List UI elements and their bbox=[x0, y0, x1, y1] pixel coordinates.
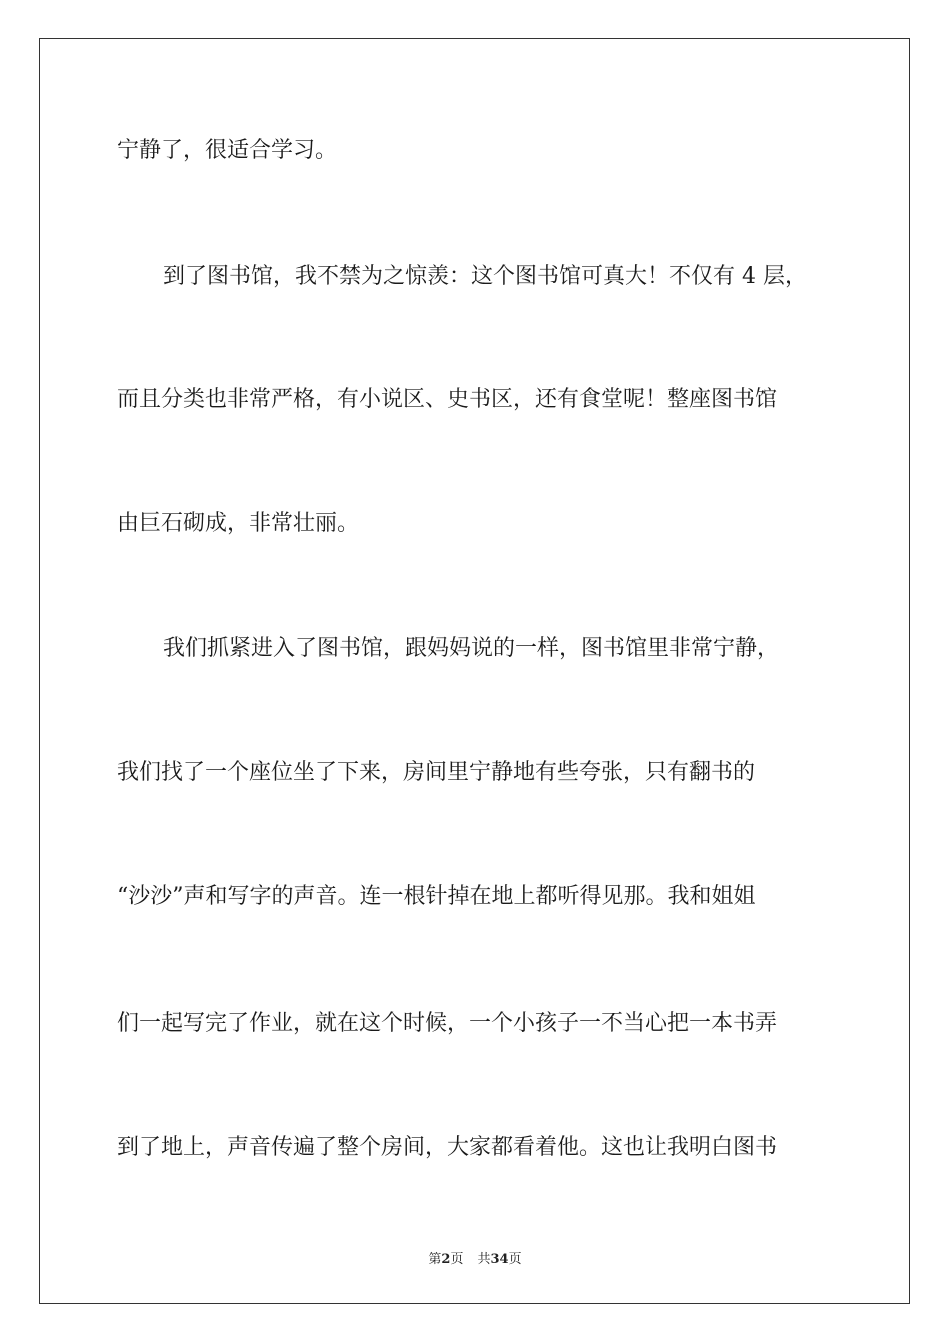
text-line-4: 由巨石砌成，非常壮丽。 bbox=[117, 511, 360, 536]
text-line-7: “沙沙”声和写字的声音。连一根针掉在地上都听得见那。我和姐姐 bbox=[117, 884, 756, 909]
text-line-9: 到了地上，声音传遍了整个房间，大家都看着他。这也让我明白图书 bbox=[117, 1135, 778, 1160]
text-line-6: 我们找了一个座位坐了下来，房间里宁静地有些夸张，只有翻书的 bbox=[117, 760, 756, 785]
footer-page-suffix: 页 bbox=[450, 1252, 464, 1267]
footer-page-prefix: 第 bbox=[428, 1252, 442, 1267]
text-line-1: 宁静了，很适合学习。 bbox=[117, 138, 338, 163]
footer-total-suffix: 页 bbox=[508, 1252, 522, 1267]
text-line-3: 而且分类也非常严格，有小说区、史书区，还有食堂呢！整座图书馆 bbox=[117, 387, 778, 412]
page-footer bbox=[0, 1248, 950, 1267]
footer-total-prefix: 共 bbox=[477, 1252, 491, 1267]
text-line-8: 们一起写完了作业，就在这个时候，一个小孩子一不当心把一本书弄 bbox=[117, 1011, 778, 1036]
footer-page-number: 2 bbox=[441, 1252, 451, 1267]
footer-total-pages: 34 bbox=[490, 1252, 509, 1267]
page-frame bbox=[39, 38, 910, 1304]
text-line-2: 到了图书馆，我不禁为之惊羡：这个图书馆可真大！不仅有 4 层， bbox=[163, 264, 807, 289]
text-line-5: 我们抓紧进入了图书馆，跟妈妈说的一样，图书馆里非常宁静， bbox=[163, 636, 780, 661]
